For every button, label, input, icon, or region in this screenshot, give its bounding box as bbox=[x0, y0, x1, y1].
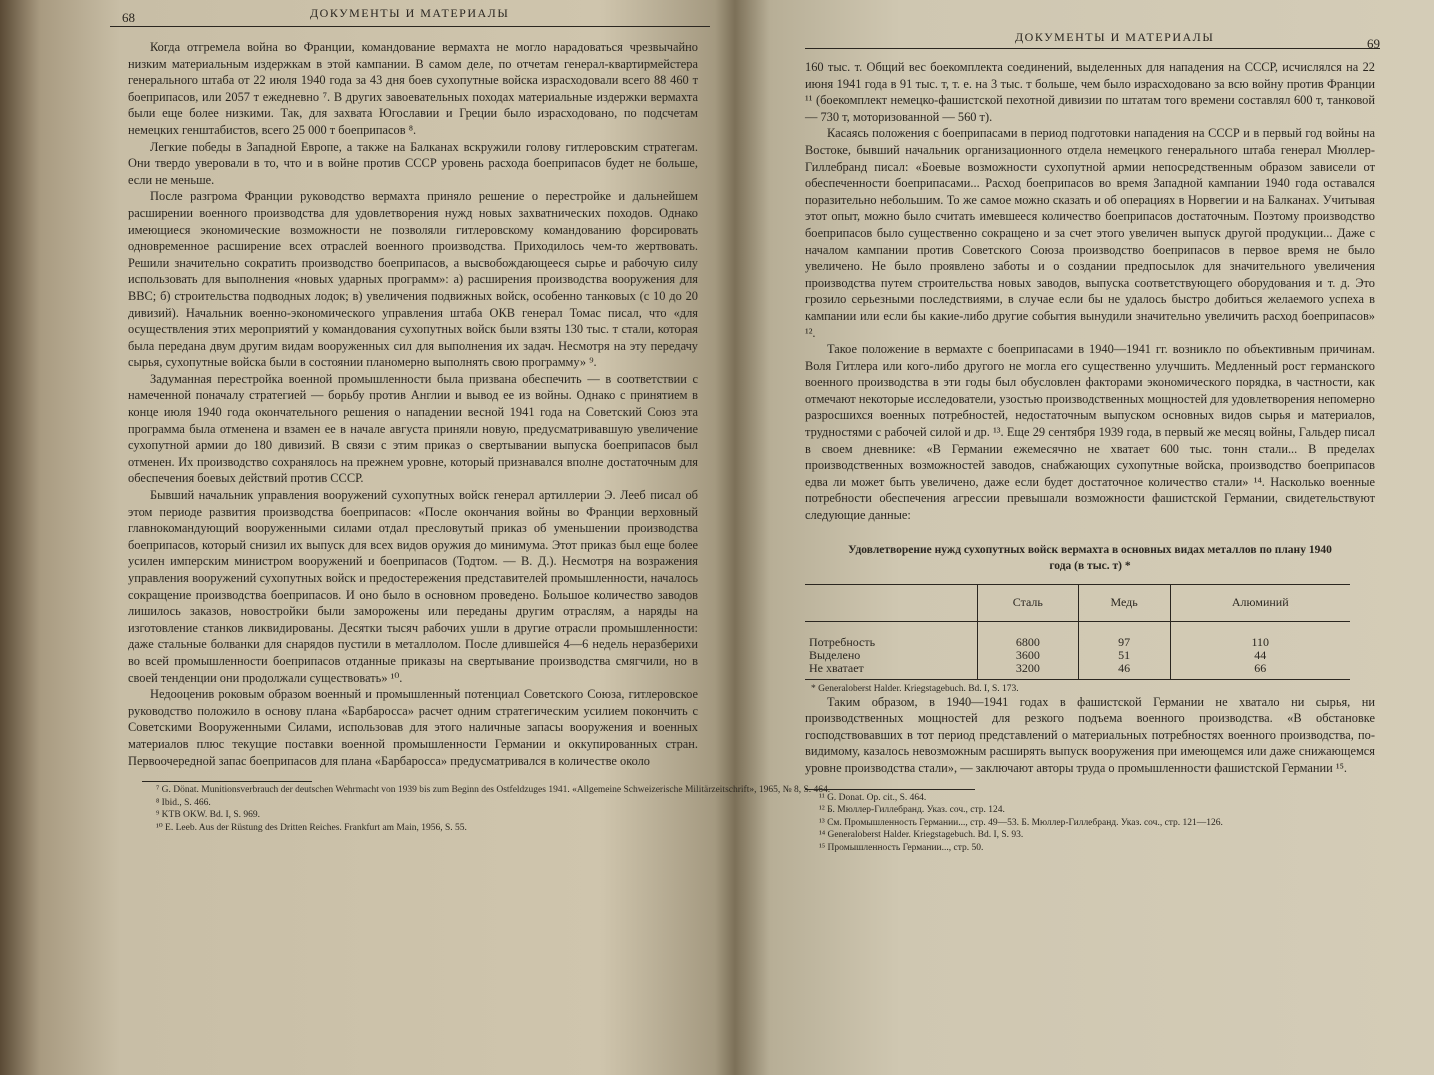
footnote-8: ⁸ Ibid., S. 466. bbox=[156, 797, 211, 808]
footnote-10: ¹⁰ E. Leeb. Aus der Rüstung des Dritten Reiches. Frankfurt am Main, 1956, S. 55. bbox=[156, 822, 467, 833]
left-page bbox=[110, 0, 831, 834]
cell-copper: 51 bbox=[1078, 649, 1170, 662]
row-label: Не хватает bbox=[805, 662, 978, 680]
right-paragraph-2: Касаясь положения с боеприпасами в период подготовки нападения на СССР и в первый год войны на Востоке, бывший начальник организационного отдела немецкого генерального штаба генерал Мюллер-Гиллебранд писал: «Боевые возможности сухопутной армии непосредственным образом зависели от обеспеченности боеприпасами... Расход боеприпасов во время Западной кампании 1940 года оставался поразительно небольшим. То же самое можно сказать и об операциях в Норвегии и на Балканах. Учитывая этот опыт, можно было считать имевшееся количество боеприпасов достаточным. Поэтому производство боеприпасов было существенно сокращено и за счет этого увеличен выпуск другой продукции... Даже с началом кампании против Советского Союза производство боеприпасов в первое время не было увеличено. Не было проявлено заботы и о создании предпосылок для значительного увеличения производства путем строительства новых заводов, выпуска соответствующего оборудования и т. д. Это грозило серьезными последствиями, в случае если бы не удалось быстро добиться желаемого успеха в кампании или если бы какие-либо другие события вынудили значительно увеличить расход боеприпасов» ¹². bbox=[805, 126, 1375, 340]
footnote-7: ⁷ G. Dönat. Munitionsverbrauch der deutschen Wehrmacht von 1939 bis zum Beginn des Ostfeldzuges 1941. «Allgemeine Schweizerische Militärzeitschrift», 1965, № 8, S. 464. bbox=[156, 785, 831, 796]
left-page-header bbox=[110, 0, 710, 27]
left-running-title: ДОКУМЕНТЫ И МАТЕРИАЛЫ bbox=[310, 6, 510, 20]
cell-copper: 97 bbox=[1078, 621, 1170, 649]
cell-steel: 6800 bbox=[978, 621, 1079, 649]
right-page-number: 69 bbox=[1367, 36, 1380, 51]
table-row bbox=[805, 621, 1350, 649]
table-header-steel: Сталь bbox=[978, 584, 1079, 621]
left-paragraph-1: Когда отгремела война во Франции, командование вермахта не могло нарадоваться чрезвычайно низким материальным издержкам в этой кампании. В самом деле, по отчетам генерал-квартирмейстера генерального штаба от 22 июля 1940 года за 43 дня боев сухопутные войска израсходовали всего 88 460 т боеприпасов, или 2057 т ежедневно ⁷. В других завоевательных походах материальные издержки вермахта были еще более низкими. Так, для захвата Югославии и Греции было израсходовано, по подсчетам немецких генштабистов, всего 25 000 т боеприпасов ⁸. bbox=[128, 40, 698, 137]
table-row bbox=[805, 649, 1350, 662]
right-page-body bbox=[805, 49, 1375, 777]
left-footnotes bbox=[142, 781, 831, 834]
footnote-15: ¹⁵ Промышленность Германии..., стр. 50. bbox=[819, 842, 984, 853]
right-paragraph-after-table: Таким образом, в 1940—1941 годах в фашистской Германии не хватало ни сырья, ни производственных мощностей для резкого подъема военного производства. «В обстановке господствовавших в тот период представлений о материальных потребностях военного производства, по-видимому, казалось невозможным расширять выпуск вооружения при имеющемся или даже снижающемся уровне производства стали», — заключают авторы труда о промышленности фашистской Германии ¹⁵. bbox=[805, 694, 1375, 775]
footnote-14: ¹⁴ Generaloberst Halder. Kriegstagebuch. Bd. I, S. 93. bbox=[819, 830, 1024, 841]
cell-steel: 3600 bbox=[978, 649, 1079, 662]
footnote-12: ¹² Б. Мюллер-Гиллебранд. Указ. соч., стр. 124. bbox=[819, 805, 1005, 816]
right-paragraph-1: 160 тыс. т. Общий вес боекомплекта соединений, выделенных для нападения на СССР, исчислялся на 22 июня 1941 года в 91 тыс. т, т. е. на 3 тыс. т больше, чем было израсходовано за всю войну против Франции ¹¹ (боекомплект немецко-фашистской пехотной дивизии по штатам того времени составлял 600 т, танковой — 730 т, моторизованной — 560 т). bbox=[805, 60, 1375, 124]
left-paragraph-5: Бывший начальник управления вооружений сухопутных войск генерал артиллерии Э. Лееб писал об этом периоде развития производства боеприпасов: «После окончания войны во Франции верховный главнокомандующий вооруженными силами отдал пресловутый приказ об уменьшении производства боеприпасов, который снизил их выпуск для всех видов оружия до минимума. Этот приказ был еще более усилен имперским министром вооружений и боеприпасов (Тодтом. — В. Д.). Несмотря на возражения управления вооружений сухопутных войск и предостережения представителей промышленности, началось сокращение производства боеприпасов. И оно было в основном проведено. Большое количество заводов лишилось заказов, новостройки были заморожены или переданы другим отраслям, а наряды на изготовление станков ликвидированы. Десятки тысяч рабочих ушли в другие отрасли промышленности: даже стальные болванки для снарядов пустили в металлолом. После длившейся 4—6 недель неразберихи во всей промышленности боеприпасов отданные приказы на свертывание производства смягчили, но в своей тенденции они продолжали существовать» ¹⁰. bbox=[128, 488, 698, 685]
cell-copper: 46 bbox=[1078, 662, 1170, 680]
cell-steel: 3200 bbox=[978, 662, 1079, 680]
table-title: Удовлетворение нужд сухопутных войск вермахта в основных видах металлов по плану 1940 года (в тыс. т) * bbox=[848, 543, 1332, 572]
right-footnotes bbox=[805, 789, 1223, 855]
left-page-number: 68 bbox=[122, 10, 135, 25]
right-page bbox=[805, 0, 1380, 854]
cell-aluminium: 66 bbox=[1170, 662, 1350, 680]
cell-aluminium: 110 bbox=[1170, 621, 1350, 649]
right-paragraph-3: Такое положение в вермахте с боеприпасами в 1940—1941 гг. возникло по объективным причинам. Воля Гитлера или кого-либо другого не могла его существенно улучшить. Медленный рост германского военного производства в эти годы был обусловлен факторами экономического порядка, в частности, как отмечают некоторые исследователи, узостью производственных мощностей для удовлетворения непомерно разросшихся военных потребностей, недостаточным выпуском основных видов сырья и материалов, трудностями с рабочей силой и др. ¹³. Еще 29 сентября 1939 года, в первый же месяц войны, Гальдер писал в своем дневнике: «В Германии ежемесячно не хватает 600 тыс. тонн стали... В пределах производственных возможностей заводов, снабжающих сухопутные войска, производство боеприпасов едва ли может быть увеличено, даже если будет достаточное количество стали» ¹⁴. Насколько военные потребности обеспечения агрессии превышали возможности фашистской Германии, свидетельствуют следующие данные: bbox=[805, 342, 1375, 523]
table-header-blank bbox=[805, 584, 978, 621]
metals-table bbox=[805, 584, 1350, 680]
footnote-13: ¹³ См. Промышленность Германии..., стр. 49—53. Б. Мюллер-Гиллебранд. Указ. соч., стр. 121—126. bbox=[819, 817, 1223, 828]
left-paragraph-3: После разгрома Франции руководство вермахта приняло решение о перестройке и дальнейшем расширении военного производства для удовлетворения нужд новых захватнических походов. Однако имеющиеся экономические возможности не позволяли гитлеровскому командованию форсировать одновременное расширение всех отраслей военного производства. Приходилось чем-то жертвовать. Решили значительно сократить производство боеприпасов, а высвобождающееся сырье и рабочую силу использовать для выполнения «новых ударных программ»: а) расширения производства вооружения для ВВС; б) строительства подводных лодок; в) увеличения подвижных войск, особенно танковых (с 10 до 20 дивизий). Начальник военно-экономического управления штаба ОКВ генерал Томас писал, что «для осуществления этих мероприятий у командования сухопутных войск были взяты 130 тыс. т стали, которая была передана двум другим видам вооруженных сил для выполнения их задач. Несмотря на эту передачу сырья, сухопутные войска были в состоянии планомерно выполнять свою программу» ⁹. bbox=[128, 189, 698, 370]
table-header-aluminium: Алюминий bbox=[1170, 584, 1350, 621]
cell-aluminium: 44 bbox=[1170, 649, 1350, 662]
table-row bbox=[805, 662, 1350, 680]
left-paragraph-4: Задуманная перестройка военной промышленности была призвана обеспечить — в соответствии с намеченной поначалу стратегией — борьбу против Англии и вывод ее из войны. Однако с принятием в конце июля 1940 года окончательного решения о нападении весной 1941 года на Советский Союз эта программа была отменена и взамен ее в начале августа приняли новую, предусматривавшую увеличение сухопутной армии до 180 дивизий. В связи с этим приказ о свертывании выпуска боеприпасов был отменен. Их производство сохранялось на прежнем уровне, который признавался вполне достаточным для обеспечения боевых действий против СССР. bbox=[128, 371, 698, 486]
row-label: Потребность bbox=[809, 634, 876, 649]
footnote-11: ¹¹ G. Donat. Op. cit., S. 464. bbox=[819, 792, 927, 803]
left-paragraph-6: Недооценив роковым образом военный и промышленный потенциал Советского Союза, гитлеровское руководство положило в основу плана «Барбаросса» расчет одним стратегическим усилием покончить с Советскими Вооруженными Силами, использовав для этого наличные запасы вооружения и военных материалов плюс текущие поставки военной промышленности Германии и оккупированных стран. Первоочередной запас боеприпасов для плана «Барбаросса» предусматривался в количестве около bbox=[128, 687, 698, 768]
right-page-header bbox=[805, 0, 1380, 49]
table-note: * Generaloberst Halder. Kriegstagebuch. Bd. I, S. 173. bbox=[811, 683, 1019, 694]
table-header-copper: Медь bbox=[1078, 584, 1170, 621]
right-running-title: ДОКУМЕНТЫ И МАТЕРИАЛЫ bbox=[1015, 30, 1215, 44]
metals-table-block bbox=[805, 542, 1375, 694]
left-page-body bbox=[110, 27, 698, 769]
footnote-9: ⁹ KTB OKW. Bd. I, S. 969. bbox=[156, 810, 261, 821]
row-label: Выделено bbox=[809, 647, 861, 662]
left-paragraph-2: Легкие победы в Западной Европе, а также на Балканах вскружили голову гитлеровским стратегам. Они твердо уверовали в то, что и в войне против СССР уровень расхода боеприпасов будет не больше, если не меньше. bbox=[128, 139, 698, 187]
